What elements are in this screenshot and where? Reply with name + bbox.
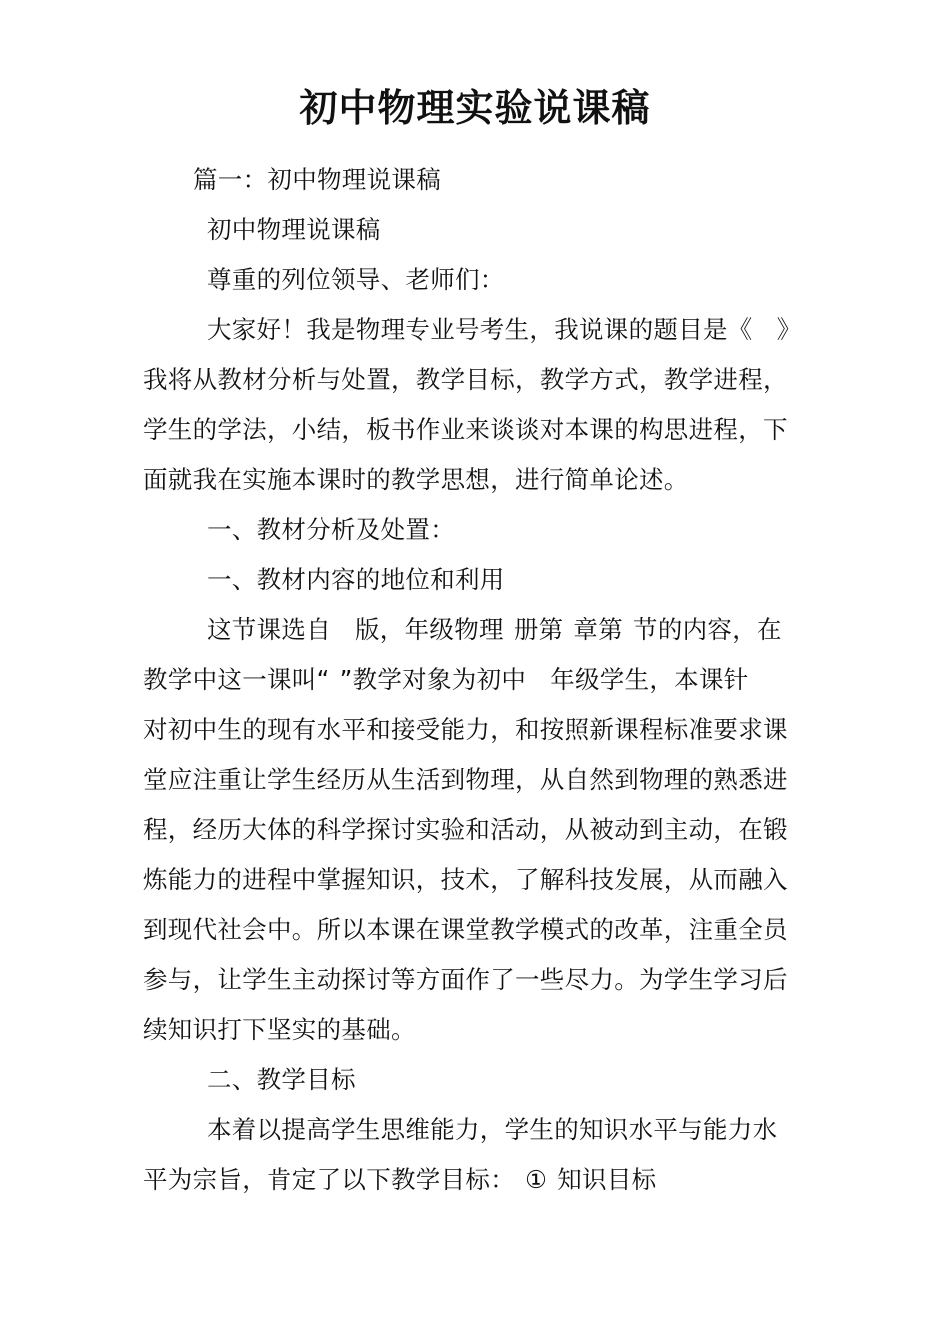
text-run: 章第 bbox=[573, 615, 624, 644]
circled-number: ① bbox=[525, 1165, 548, 1194]
paragraph-line: 参与，让学生主动探讨等方面作了一些尽力。为学生学习后 bbox=[143, 965, 788, 994]
paragraph-line: 到现代社会中。所以本课在课堂教学模式的改革，注重全员 bbox=[143, 915, 788, 944]
text-run: 教学中这一课叫“ bbox=[143, 665, 330, 694]
paragraph-line: 对初中生的现有水平和接受能力，和按照新课程标准要求课 bbox=[143, 715, 788, 744]
paragraph-line: 我将从教材分析与处置，教学目标，教学方式，教学进程， bbox=[143, 365, 788, 394]
paragraph-line: 堂应注重让学生经历从生活到物理，从自然到物理的熟悉进 bbox=[143, 765, 788, 794]
text-run: 大家好！我是物理专业号考生，我说课的题目是《 bbox=[207, 315, 753, 344]
text-run: 版，年级物理 bbox=[355, 615, 504, 644]
section-heading: 一、教材分析及处置： bbox=[207, 515, 455, 544]
subtitle: 初中物理说课稿 bbox=[207, 215, 381, 244]
text-run: 知识目标 bbox=[557, 1165, 657, 1194]
section-heading: 二、教学目标 bbox=[207, 1065, 356, 1094]
paragraph-line bbox=[207, 314, 801, 346]
section-heading: 一、教材内容的地位和利用 bbox=[207, 565, 505, 594]
text-run: 平为宗旨，肯定了以下教学目标： bbox=[143, 1165, 515, 1194]
section-heading: 篇一：初中物理说课稿 bbox=[193, 165, 441, 194]
paragraph-line bbox=[143, 1164, 656, 1196]
paragraph-line: 学生的学法，小结，板书作业来谈谈对本课的构思进程，下 bbox=[143, 415, 788, 444]
text-run: 这节课选自 bbox=[207, 615, 331, 644]
paragraph-line: 炼能力的进程中掌握知识，技术，了解科技发展，从而融入 bbox=[143, 865, 788, 894]
paragraph-line bbox=[143, 664, 749, 696]
paragraph-line: 续知识打下坚实的基础。 bbox=[143, 1015, 416, 1044]
paragraph-line: 程，经历大体的科学探讨实验和活动，从被动到主动，在锻 bbox=[143, 815, 788, 844]
page-title: 初中物理实验说课稿 bbox=[299, 85, 651, 130]
text-run: 册第 bbox=[513, 615, 564, 644]
paragraph-line: 面就我在实施本课时的教学思想，进行简单论述。 bbox=[143, 465, 689, 494]
paragraph-line: 本着以提高学生思维能力，学生的知识水平与能力水 bbox=[207, 1115, 778, 1144]
text-run: 》 bbox=[776, 315, 802, 344]
salutation: 尊重的列位领导、老师们： bbox=[207, 265, 505, 294]
text-run: 年级学生，本课针 bbox=[550, 665, 749, 694]
text-run: ”教学对象为初中 bbox=[339, 665, 527, 694]
paragraph-line bbox=[207, 614, 782, 646]
text-run: 节的内容，在 bbox=[633, 615, 782, 644]
